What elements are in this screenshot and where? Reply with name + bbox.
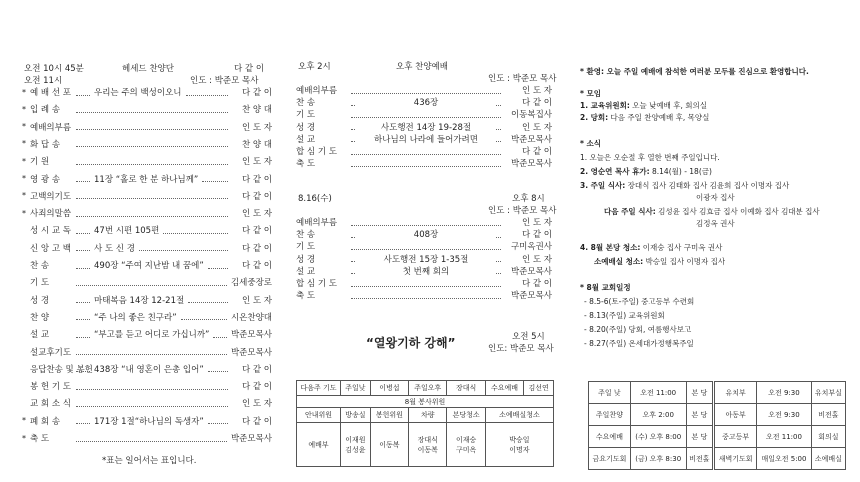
leader-dots — [76, 146, 228, 147]
service-row — [296, 289, 552, 301]
order-row — [22, 276, 272, 288]
schedule-cell: 오전 11:00 — [630, 382, 686, 404]
wed-service-date: 8.16(수) — [298, 194, 332, 204]
pm-service-title: 오후 찬양예배 — [396, 62, 448, 72]
friday-time: 오전 5시 — [512, 332, 545, 342]
order-item-leader: 인 도 자 — [241, 122, 272, 133]
order-row — [22, 121, 272, 133]
leader-dots — [76, 164, 228, 165]
leader-dots — [76, 198, 228, 199]
order-item-leader: 박준모목사 — [230, 330, 272, 341]
schedule-item-4: - 8.27(주일) 온세대가정행복주일 — [584, 339, 694, 348]
wed-service-leader: 인도 : 박준모 목사 — [488, 206, 557, 216]
schedule-row — [589, 426, 846, 448]
order-item-name: 축 도 — [30, 434, 50, 444]
schedule-row — [589, 404, 846, 426]
order-item-leader: 인 도 자 — [241, 295, 272, 306]
leader-dots — [76, 216, 228, 217]
schedule-item-2: - 8.13(주일) 교육위원회 — [584, 311, 665, 320]
schedule-cell: 오전 9:30 — [757, 382, 812, 404]
meeting-heading: * 모임 — [580, 89, 602, 98]
leader-dots — [76, 268, 90, 269]
schedule-cell: 비전홀 — [811, 404, 845, 426]
prayer-schedule-cell: 주일오후 — [409, 381, 447, 396]
prayer-schedule-cell: 주일낮 — [341, 381, 371, 396]
order-row — [22, 294, 272, 306]
news-item-1: 1. 오늘은 오순절 후 열한 번째 주일입니다. — [580, 153, 720, 162]
leader-dots — [208, 423, 228, 424]
service-item-leader: 다 같 이 — [521, 98, 552, 109]
order-item-leader: 다 같 이 — [241, 364, 272, 375]
order-item-name: 영 광 송 — [30, 174, 61, 185]
service-item-name: 예배의부름 — [296, 218, 338, 228]
service-time-1045: 오전 10시 45분 — [24, 64, 84, 74]
order-item-leader: 다 같 이 — [241, 226, 272, 237]
service-item-leader: 다 같 이 — [521, 147, 552, 157]
news-item-3b: 다음 주일 식사: 김성윤 집사 김효금 집사 이예화 집사 김대분 집사 — [604, 207, 820, 216]
news-item-3b-cont: 김정옥 권사 — [696, 219, 735, 228]
leader-dots — [351, 117, 501, 118]
stand-marker: * — [22, 416, 26, 426]
order-item-name: 사죄의말씀 — [30, 209, 72, 220]
service-item-leader: 인 도 자 — [521, 122, 552, 133]
order-row — [22, 415, 272, 427]
order-item-detail: 47번 시편 105편 — [94, 226, 160, 237]
stand-marker: * — [22, 191, 26, 201]
leader-dots — [76, 371, 90, 372]
order-item-leader: 시온찬양대 — [230, 312, 272, 323]
leader-dots — [351, 249, 501, 250]
news-item-3-cont: 이광자 집사 — [696, 193, 735, 202]
service-item-name: 성 경 — [296, 122, 316, 133]
order-item-detail: “부고를 듣고 어디로 가십니까” — [94, 330, 210, 341]
schedule-cell: (수) 오후 8:00 — [630, 426, 686, 448]
order-item-name: 입 례 송 — [30, 105, 61, 116]
service-item-name: 찬 송 — [296, 98, 316, 109]
service-row — [296, 265, 552, 277]
schedule-cell: 회의실 — [811, 426, 845, 448]
order-item-leader: 인 도 자 — [241, 157, 272, 168]
leader-dots — [76, 423, 90, 424]
order-item-leader: 다 같 이 — [241, 261, 272, 271]
order-item-leader: 박준모목사 — [230, 434, 272, 444]
schedule-cell: (금) 오후 8:30 — [630, 448, 686, 470]
order-row — [22, 207, 272, 219]
service-item-detail: 사도행전 15장 1-35절 — [356, 253, 496, 265]
service-item-leader: 인 도 자 — [521, 254, 552, 265]
news-item-4b: 소예배실 청소: 박승일 집사 이명자 집사 — [594, 257, 726, 266]
schedule-cell: 새벽기도회 — [714, 448, 757, 470]
praise-team-name: 헤세드 찬양단 — [122, 64, 174, 74]
friday-leader: 인도: 박준모 목사 — [488, 344, 554, 354]
volunteer-role: 소예배실청소 — [485, 408, 553, 423]
service-row — [296, 96, 552, 108]
service-item-name: 기 도 — [296, 242, 316, 253]
leader-dots — [186, 95, 228, 96]
order-row — [22, 397, 272, 409]
leader-dots — [351, 154, 501, 155]
stand-marker: * — [22, 104, 26, 114]
service-item-name: 찬 송 — [296, 230, 316, 241]
service-item-detail: 사도행전 14장 19-28절 — [356, 121, 496, 133]
service-item-leader: 이동복집사 — [510, 110, 552, 121]
order-item-name: 폐 회 송 — [30, 416, 61, 427]
service-item-leader: 다 같 이 — [521, 279, 552, 289]
leader-dots — [163, 233, 228, 234]
schedule-heading: * 8월 교회일정 — [580, 283, 631, 292]
schedule-cell: 비전홀 — [686, 448, 714, 470]
order-row — [22, 346, 272, 358]
order-item-leader: 다 같 이 — [241, 416, 272, 427]
schedule-cell: 오전 9:30 — [757, 404, 812, 426]
leader-dots — [76, 302, 90, 303]
schedule-item-1: - 8.5-6(토-주일) 중고등부 수련회 — [584, 297, 695, 306]
leader-dots — [351, 298, 501, 299]
order-item-leader: 다 같 이 — [241, 382, 272, 393]
service-row — [296, 133, 552, 145]
leader-dots — [76, 285, 227, 286]
schedule-cell: 유치부 — [714, 382, 757, 404]
volunteer-table — [296, 380, 554, 467]
service-item-name: 기 도 — [296, 110, 316, 121]
service-item-leader: 박준모목사 — [510, 159, 552, 170]
service-item-leader: 다 같 이 — [521, 230, 552, 241]
service-item-detail: 436장 — [356, 96, 496, 108]
order-row — [22, 311, 272, 323]
order-item-name: 신 앙 고 백 — [30, 243, 71, 254]
leader-dots — [76, 337, 90, 338]
service-item-name: 합 심 기 도 — [296, 279, 337, 289]
stand-marker: * — [22, 174, 26, 183]
prayer-schedule-cell: 김선연 — [524, 381, 554, 396]
welcome-message: * 환영: 오늘 주일 예배에 참석한 여러분 모두를 진심으로 환영합니다. — [580, 67, 809, 76]
stand-marker: * — [22, 139, 26, 149]
prayer-schedule-cell: 다음주 기도 — [297, 381, 341, 396]
order-item-detail: 171장 1절“하나님의 독생자” — [94, 416, 204, 427]
leader-dots — [76, 95, 90, 96]
order-item-detail: 사 도 신 경 — [94, 243, 135, 254]
schedule-cell: 중고등부 — [714, 426, 757, 448]
order-item-leader: 다 같 이 — [241, 174, 272, 185]
order-item-name: 찬 송 — [30, 261, 50, 271]
leader-dots — [181, 319, 227, 320]
schedule-row — [589, 382, 846, 404]
service-row — [296, 216, 552, 228]
service-row — [296, 240, 552, 252]
prayer-schedule-cell: 장대식 — [447, 381, 485, 396]
leader-dots — [76, 129, 228, 130]
leader-dots — [351, 166, 501, 167]
leader-dots — [139, 250, 228, 251]
praise-team-who: 다 같 이 — [234, 64, 265, 74]
worship-schedule-table — [588, 381, 846, 470]
order-item-leader: 다 같 이 — [241, 243, 272, 254]
news-item-3: 3. 주일 식사: 장대식 집사 김태화 집사 김윤희 집사 이명자 집사 — [580, 181, 790, 190]
volunteer-names: 예배부 — [297, 423, 341, 467]
schedule-cell: 소예배실 — [811, 448, 845, 470]
order-item-leader: 인 도 자 — [241, 399, 272, 410]
volunteer-role: 안내위원 — [297, 408, 341, 423]
leader-dots — [202, 181, 228, 182]
service-item-leader: 인 도 자 — [521, 86, 552, 96]
service-item-name: 축 도 — [296, 159, 316, 170]
leader-dots — [208, 268, 228, 269]
order-item-leader: 김세중장로 — [230, 278, 272, 289]
pm-service-time: 오후 2시 — [298, 62, 331, 72]
order-row — [22, 138, 272, 150]
order-item-detail: “주 나의 좋은 친구라” — [94, 312, 177, 323]
leader-dots — [76, 441, 227, 442]
service-row — [296, 157, 552, 169]
service-row — [296, 121, 552, 133]
order-item-detail: 마태복음 14장 12-21절 — [94, 295, 185, 306]
order-item-name: 예 배 선 포 — [30, 88, 71, 98]
leader-dots — [76, 389, 228, 390]
order-item-detail: 490장 “주여 지난밤 내 꿈에” — [94, 261, 204, 271]
volunteer-names: 장대식 이동복 — [409, 423, 447, 467]
order-row — [22, 224, 272, 236]
meeting-item-2: 2. 당회: 다음 주일 찬양예배 후, 목양실 — [580, 113, 710, 122]
schedule-item-3: - 8.20(주일) 당회, 여름행사보고 — [584, 325, 692, 334]
service-item-leader: 박준모목사 — [510, 266, 552, 277]
stand-marker: * — [22, 208, 26, 218]
volunteer-role: 봉헌위원 — [370, 408, 408, 423]
friday-study-title: “열왕기하 강해” — [366, 336, 456, 350]
service-row — [296, 108, 552, 120]
order-item-detail: 우리는 주의 백성이오니 — [94, 88, 182, 98]
news-item-2: 2. 영순연 목사 휴가: 8.14(월) - 18(금) — [580, 167, 712, 176]
schedule-cell: 유치부실 — [811, 382, 845, 404]
leader-dots — [76, 250, 90, 251]
volunteer-heading: 8월 봉사위원 — [297, 396, 554, 408]
order-item-detail: 11장 “홀로 한 분 하나님께” — [94, 174, 199, 185]
stand-marker: * — [22, 433, 26, 443]
service-item-name: 설 교 — [296, 266, 316, 277]
order-row — [22, 432, 272, 444]
volunteer-names: 박승일 이명자 — [485, 423, 553, 467]
volunteer-names: 이재원 김성윤 — [341, 423, 371, 467]
leader-dots — [351, 225, 501, 226]
service-row — [296, 145, 552, 157]
order-item-name: 응답찬송 및 봉헌 — [30, 364, 93, 375]
wed-service-time: 오후 8시 — [512, 194, 545, 204]
order-row — [22, 259, 272, 271]
leader-dots — [351, 286, 501, 287]
order-item-leader: 박준모목사 — [230, 347, 272, 358]
order-row — [22, 242, 272, 254]
order-item-leader: 찬 양 대 — [241, 105, 272, 116]
schedule-cell: 금요기도회 — [589, 448, 631, 470]
order-item-name: 예배의부름 — [30, 122, 72, 133]
schedule-cell: 오후 2:00 — [630, 404, 686, 426]
leader-dots — [76, 112, 228, 113]
order-row — [22, 190, 272, 202]
order-item-name: 교 회 소 식 — [30, 399, 71, 410]
service-item-detail: 하나님의 나라에 들어가려면 — [356, 133, 496, 145]
service-item-name: 예배의부름 — [296, 86, 338, 96]
order-item-leader: 인 도 자 — [241, 209, 272, 220]
order-item-name: 찬 양 — [30, 312, 50, 323]
news-item-4: 4. 8월 본당 청소: 이재숭 집사 구미옥 권사 — [580, 243, 723, 252]
schedule-cell: 오전 11:00 — [757, 426, 812, 448]
order-item-detail: 438장 “내 영혼이 은총 입어” — [94, 364, 204, 375]
order-item-leader: 다 같 이 — [241, 191, 272, 202]
order-item-name: 설교후기도 — [30, 347, 72, 358]
order-row — [22, 86, 272, 98]
schedule-cell: 본 당 — [686, 426, 714, 448]
service-row — [296, 84, 552, 96]
order-item-leader: 찬 양 대 — [241, 139, 272, 150]
service-item-name: 설 교 — [296, 134, 316, 145]
service-item-detail: 408장 — [356, 228, 496, 240]
order-item-name: 화 답 송 — [30, 139, 61, 150]
order-item-name: 성 시 교 독 — [30, 226, 71, 237]
order-item-name: 기 도 — [30, 278, 50, 289]
prayer-schedule-cell: 수요예배 — [485, 381, 523, 396]
service-item-leader: 인 도 자 — [521, 218, 552, 228]
leader-dots — [76, 319, 90, 320]
order-row — [22, 328, 272, 340]
service-row — [296, 228, 552, 240]
leader-dots — [213, 337, 226, 338]
prayer-schedule-cell: 이병섭 — [370, 381, 408, 396]
volunteer-role: 차량 — [409, 408, 447, 423]
order-row — [22, 363, 272, 375]
schedule-cell: 본 당 — [686, 404, 714, 426]
volunteer-names: 이재숭 구미옥 — [447, 423, 485, 467]
pm-service-leader: 인도 : 박준모 목사 — [488, 74, 557, 84]
order-item-name: 설 교 — [30, 330, 50, 341]
schedule-row — [589, 448, 846, 470]
service-item-leader: 박준모목사 — [510, 291, 552, 302]
service-item-name: 축 도 — [296, 291, 316, 302]
leader-dots — [76, 233, 90, 234]
schedule-cell: 수요예배 — [589, 426, 631, 448]
standing-footnote: *표는 일어서는 표입니다. — [102, 456, 197, 466]
leader-dots — [188, 302, 228, 303]
leader-dots — [208, 371, 228, 372]
schedule-cell: 주일찬양 — [589, 404, 631, 426]
schedule-cell: 주일 낮 — [589, 382, 631, 404]
service-row — [296, 253, 552, 265]
leader-dots — [76, 406, 228, 407]
leader-dots — [76, 354, 227, 355]
volunteer-names: 이동복 — [370, 423, 408, 467]
service-row — [296, 277, 552, 289]
service-item-detail: 첫 번째 회의 — [356, 265, 496, 277]
service-item-leader: 박준모목사 — [510, 134, 552, 145]
service-item-name: 합 심 기 도 — [296, 147, 337, 157]
stand-marker: * — [22, 87, 26, 97]
order-row — [22, 155, 272, 167]
meeting-item-1: 1. 교육위원회: 오늘 낮예배 후, 회의실 — [580, 101, 708, 110]
stand-marker: * — [22, 122, 26, 132]
service-time-11: 오전 11시 — [24, 76, 63, 86]
order-item-name: 고백의기도 — [30, 191, 72, 202]
schedule-cell: 아동부 — [714, 404, 757, 426]
order-item-name: 성 경 — [30, 295, 50, 306]
order-item-name: 봉 헌 기 도 — [30, 382, 71, 393]
volunteer-role: 방송실 — [341, 408, 371, 423]
service-leader: 인도 : 박준모 목사 — [190, 76, 259, 86]
order-row — [22, 173, 272, 185]
service-item-name: 성 경 — [296, 254, 316, 265]
order-item-name: 기 원 — [30, 157, 50, 168]
order-row — [22, 103, 272, 115]
leader-dots — [351, 93, 501, 94]
news-heading: * 소식 — [580, 139, 602, 148]
volunteer-role: 본당청소 — [447, 408, 485, 423]
schedule-cell: 매일오전 5:00 — [757, 448, 812, 470]
order-item-leader: 다 같 이 — [241, 88, 272, 98]
service-item-leader: 구미옥권사 — [510, 242, 552, 253]
leader-dots — [76, 181, 90, 182]
order-row — [22, 380, 272, 392]
schedule-cell: 본 당 — [686, 382, 714, 404]
stand-marker: * — [22, 156, 26, 166]
